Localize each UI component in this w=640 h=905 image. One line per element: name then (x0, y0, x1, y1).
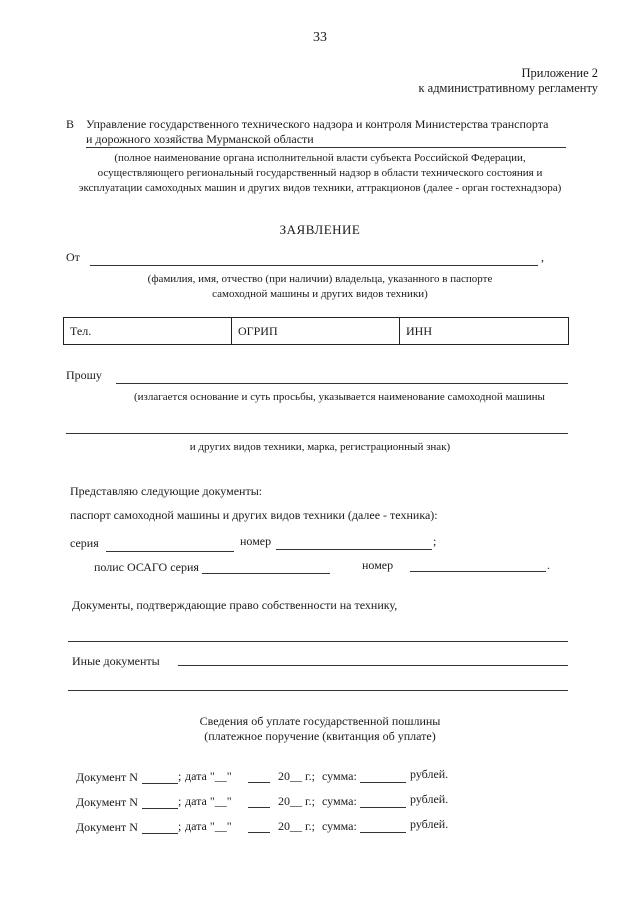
payment-doc-sep: ; (178, 794, 182, 808)
osago-period: . (547, 558, 550, 572)
payment-doc-number-line[interactable] (142, 808, 178, 809)
payment-title-1: Сведения об уплате государственной пошлины (199, 714, 441, 728)
inn-cell[interactable] (400, 318, 569, 345)
from-label: От (66, 250, 80, 264)
addressee-note-1: (полное наименование органа исполнительной власти субъекта Российской Федерации, (114, 152, 526, 164)
from-comma: , (541, 250, 544, 264)
addressee-prefix: В (66, 117, 75, 131)
ownership-label: Документы, подтверждающие право собственности на технику, (72, 598, 398, 612)
page-number-text: 33 (313, 30, 327, 45)
payment-month-line[interactable] (248, 807, 270, 808)
contacts-table (63, 317, 569, 345)
payment-doc-label: Документ N (76, 770, 138, 784)
osago-series-field-line[interactable] (202, 573, 330, 574)
request-label: Прошу (66, 368, 102, 382)
request-field-line-2[interactable] (66, 433, 568, 434)
payment-month-line[interactable] (248, 782, 270, 783)
payment-date-label: дата "__" (185, 794, 232, 808)
ownership-field-line[interactable] (68, 641, 568, 642)
addressee-note-2: осуществляющего региональный государственный надзор в области технического состояния и (97, 167, 543, 179)
payment-rub-label: рублей. (410, 767, 449, 781)
payment-doc-sep: ; (178, 769, 182, 783)
inn-label: ИНН (406, 323, 432, 338)
number-semicolon: ; (433, 534, 437, 548)
other-docs-field-line-2[interactable] (68, 690, 568, 691)
number-field-line[interactable] (276, 549, 432, 550)
number-label: номер (240, 534, 272, 548)
payment-month-line[interactable] (248, 832, 270, 833)
payment-doc-number-line[interactable] (142, 833, 178, 834)
addressee-underline (86, 147, 566, 148)
addressee-line-2: и дорожного хозяйства Мурманской области (86, 132, 314, 146)
payment-doc-label: Документ N (76, 795, 138, 809)
from-field-line[interactable] (90, 265, 538, 266)
payment-sum-label: сумма: (322, 794, 357, 808)
payment-year-label: 20__ г.; (278, 819, 315, 833)
appendix-line-2: к административному регламенту (418, 81, 598, 95)
other-docs-field-line-1[interactable] (178, 665, 568, 666)
payment-sum-line[interactable] (360, 832, 406, 833)
payment-rub-label: рублей. (410, 792, 449, 806)
from-note-1: (фамилия, имя, отчество (при наличии) владельца, указанного в паспорте (147, 273, 493, 285)
request-note-1: (излагается основание и суть просьбы, указывается наименование самоходной машины (134, 391, 545, 403)
payment-date-label: дата "__" (185, 819, 232, 833)
payment-doc-sep: ; (178, 819, 182, 833)
series-label: серия (70, 536, 99, 550)
payment-doc-label: Документ N (76, 820, 138, 834)
addressee-note-3: эксплуатации самоходных машин и других видов техники, аттракционов (далее - орган гостехнадзора) (78, 182, 562, 194)
payment-sum-line[interactable] (360, 807, 406, 808)
payment-date-label: дата "__" (185, 769, 232, 783)
request-field-line-1[interactable] (116, 383, 568, 384)
payment-year-label: 20__ г.; (278, 794, 315, 808)
payment-sum-label: сумма: (322, 819, 357, 833)
payment-doc-number-line[interactable] (142, 783, 178, 784)
passport-label: паспорт самоходной машины и других видов техники (далее - техника): (70, 508, 438, 522)
payment-year-label: 20__ г.; (278, 769, 315, 783)
addressee-line-1: Управление государственного технического надзора и контроля Министерства транспорта (86, 117, 549, 131)
osago-number-label: номер (362, 558, 394, 572)
tel-cell[interactable] (64, 318, 232, 345)
from-note-2: самоходной машины и других видов техники) (212, 288, 428, 300)
request-note-2: и других видов техники, марка, регистрационный знак) (189, 441, 451, 453)
osago-number-field-line[interactable] (410, 571, 546, 572)
document-title: ЗАЯВЛЕНИЕ (279, 222, 361, 237)
series-field-line[interactable] (106, 551, 234, 552)
ogrip-label: ОГРИП (238, 323, 278, 338)
payment-rub-label: рублей. (410, 817, 449, 831)
ogrip-cell[interactable] (232, 318, 400, 345)
payment-title-2: (платежное поручение (квитанция об уплате) (204, 729, 436, 743)
payment-sum-line[interactable] (360, 782, 406, 783)
tel-label: Тел. (70, 323, 92, 338)
osago-label: полис ОСАГО серия (94, 560, 199, 574)
appendix-line-1: Приложение 2 (521, 66, 598, 80)
documents-intro: Представляю следующие документы: (70, 484, 263, 498)
page-number (0, 30, 640, 46)
other-docs-label: Иные документы (72, 654, 160, 668)
payment-sum-label: сумма: (322, 769, 357, 783)
